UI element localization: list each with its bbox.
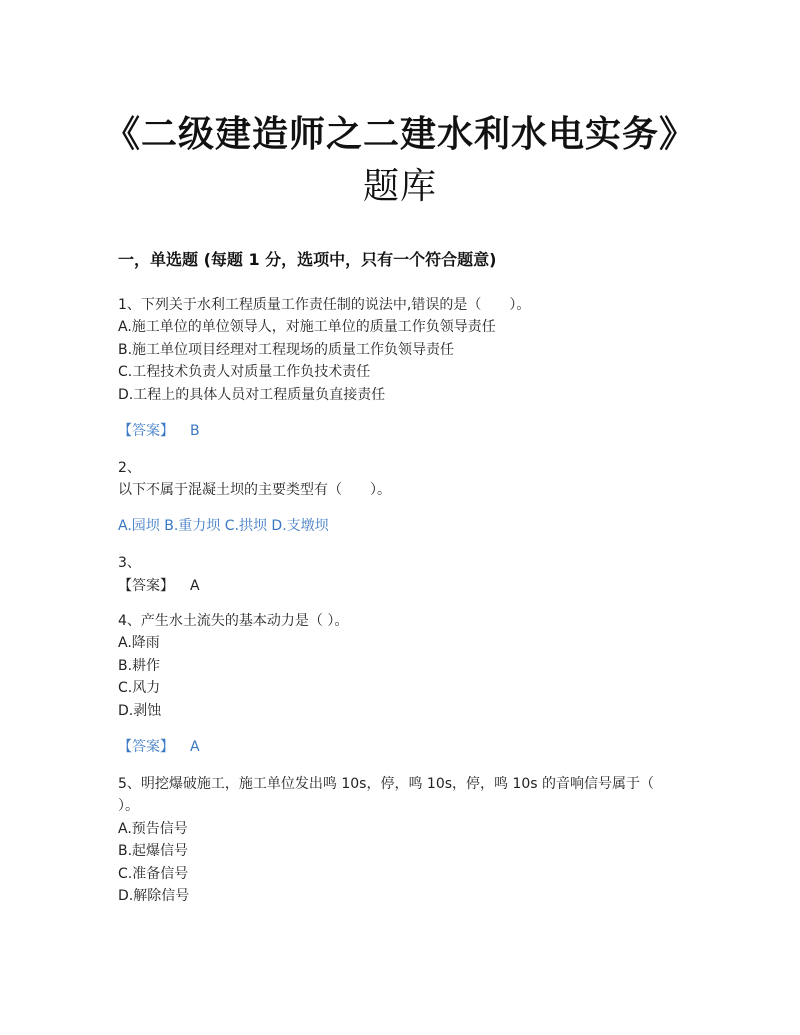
question-5-option-c: C.准备信号 xyxy=(118,866,189,882)
question-4-option-d: D.剥蚀 xyxy=(118,703,162,719)
document-title: 《二级建造师之二建水利水电实务》 xyxy=(103,114,696,155)
answer-label: 【答案】 xyxy=(118,423,174,439)
question-3-answer xyxy=(118,577,200,595)
answer-value: A xyxy=(190,578,200,594)
question-1-option-a: A.施工单位的单位领导人，对施工单位的质量工作负领导责任 xyxy=(118,319,496,335)
question-5-option-b: B.起爆信号 xyxy=(118,843,189,859)
question-3-number: 3、 xyxy=(118,555,141,571)
question-4-stem: 4、产生水土流失的基本动力是（ ）。 xyxy=(118,613,349,629)
question-5-stem-line2: ）。 xyxy=(118,798,139,814)
question-1-option-b: B.施工单位项目经理对工程现场的质量工作负领导责任 xyxy=(118,342,455,358)
question-2-stem: 以下不属于混凝土坝的主要类型有（ ）。 xyxy=(118,482,391,498)
question-2-number: 2、 xyxy=(118,460,141,476)
answer-label: 【答案】 xyxy=(118,578,174,594)
answer-value: B xyxy=(190,423,200,439)
question-5-option-a: A.预告信号 xyxy=(118,821,188,837)
answer-label: 【答案】 xyxy=(118,739,174,755)
question-1-answer xyxy=(118,422,200,440)
answer-value: A xyxy=(190,739,200,755)
question-1-option-d: D.工程上的具体人员对工程质量负直接责任 xyxy=(118,387,386,403)
question-5-stem-line1: 5、明挖爆破施工，施工单位发出鸣 10s，停，鸣 10s，停，鸣 10s 的音响信号属于（ xyxy=(118,776,655,792)
question-1-option-c: C.工程技术负责人对质量工作负技术责任 xyxy=(118,364,371,380)
question-4-answer xyxy=(118,738,200,756)
question-4-option-a: A.降雨 xyxy=(118,635,160,651)
question-2-options: A.园坝 B.重力坝 C.拱坝 D.支墩坝 xyxy=(118,518,329,534)
section-heading: 一，单选题 (每题 1 分，选项中，只有一个符合题意) xyxy=(118,250,497,269)
question-5-option-d: D.解除信号 xyxy=(118,888,190,904)
question-1-stem: 1、下列关于水利工程质量工作责任制的说法中,错误的是（ ）。 xyxy=(118,297,531,313)
question-4-option-b: B.耕作 xyxy=(118,658,161,674)
question-4-option-c: C.风力 xyxy=(118,680,161,696)
document-subtitle: 题库 xyxy=(362,166,437,207)
